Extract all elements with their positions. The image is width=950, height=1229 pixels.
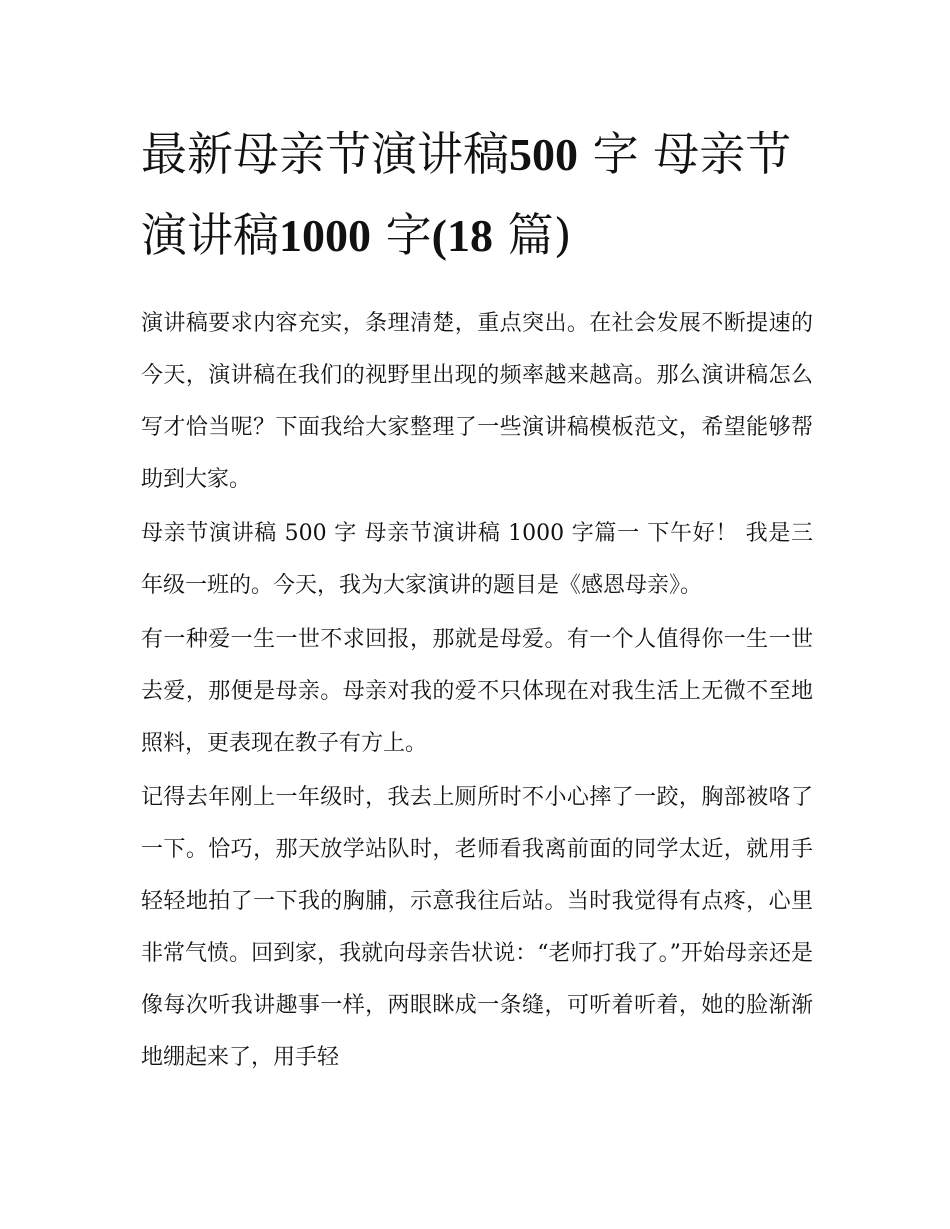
title-number: (18 <box>431 210 493 261</box>
title-text: 最新母亲节演讲稿 <box>141 127 509 181</box>
title-text: 字 母亲节演讲稿 <box>141 127 792 262</box>
intro-paragraph: 演讲稿要求内容充实，条理清楚，重点突出。在社会发展不断提速的今天，演讲稿在我们的视野里出现的频率越来越高。那么演讲稿怎么写才恰当呢？下面我给大家整理了一些演讲稿模板范文，希望能够帮助到大家。 <box>141 311 813 492</box>
body-paragraph: 记得去年刚上一年级时，我去上厕所时不小心摔了一跤，胸部被咯了一下。恰巧，那天放学站队时，老师看我离前面的同学太近，就用手轻轻地拍了一下我的胸脯，示意我往后站。当时我觉得有点疼，心里非常气愤。回到家，我就向母亲告状说：“老师打我了。”开始母亲还是像每次听我讲趣事一样，两眼眯成一条缝，可听着听着，她的脸渐渐地绷起来了，用手轻 <box>141 785 813 1070</box>
speech-opening-paragraph: 母亲节演讲稿 500 字 母亲节演讲稿 1000 字篇一 下午好！ 我是三年级一班的。今天，我为大家演讲的题目是《感恩母亲》。 <box>141 521 813 598</box>
document-body <box>141 114 813 1086</box>
title-number: 500 <box>509 129 578 180</box>
title-text: 篇) <box>492 208 572 262</box>
title-text: 字 <box>371 208 432 262</box>
document-title <box>141 114 813 276</box>
body-paragraph: 有一种爱一生一世不求回报，那就是母爱。有一个人值得你一生一世去爱，那便是母亲。母亲对我的爱不只体现在对我生活上无微不至地照料，更表现在教子有方上。 <box>141 627 813 756</box>
title-number: 1000 <box>279 210 371 261</box>
